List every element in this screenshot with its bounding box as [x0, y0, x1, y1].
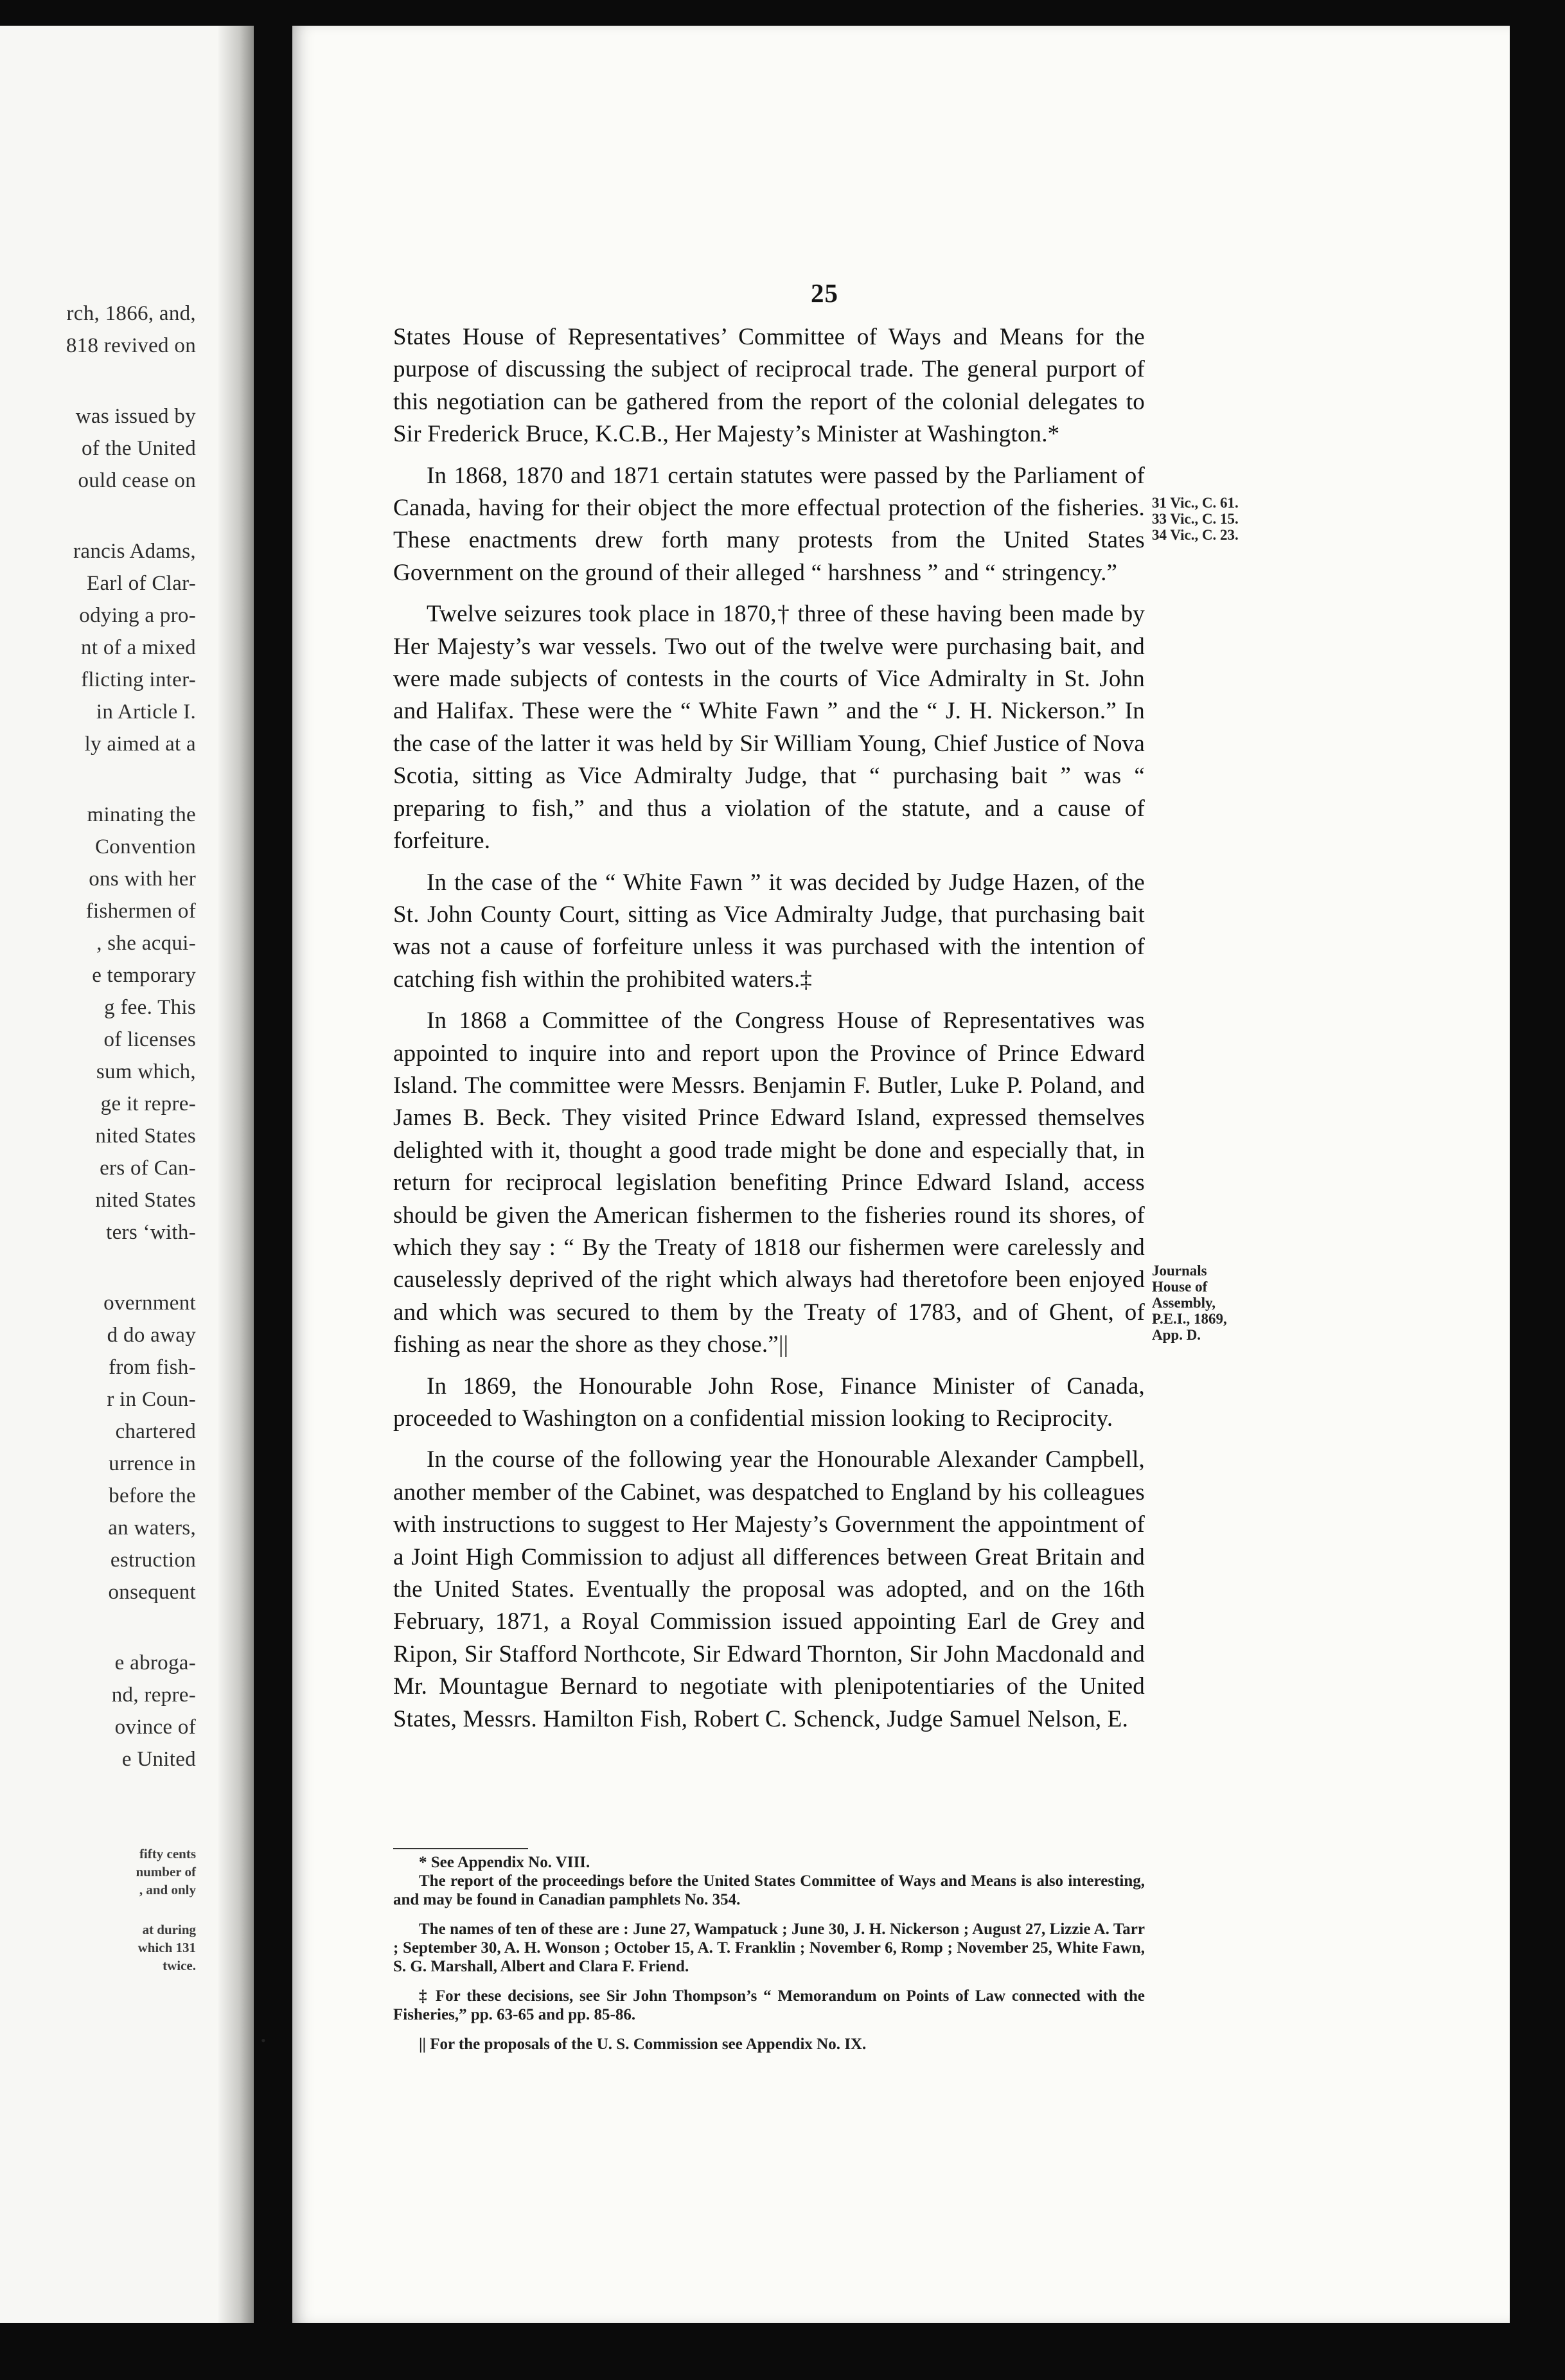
footnote: ‡ For these decisions, see Sir John Thompson’s “ Memorandum on Points of Law connected with the Fisheries,” pp. 63-65 and pp. 85-86.: [393, 1987, 1145, 2023]
left-page-line: ons with her: [89, 867, 196, 891]
left-page-line: nited States: [95, 1124, 196, 1148]
margin-note-line: App. D.: [1152, 1327, 1201, 1343]
body-paragraph: In the course of the following year the Honourable Alexander Campbell, another member of the Cabinet, was despatched to England by his colleagues with instructions to suggest to Her Majesty’s Government the appointment of a Joint High Commission to adjust all differences between Great Britain and the United States. Eventually the proposal was adopted, and on the 16th February, 1871, a Royal Commission issued appointing Earl de Grey and Ripon, Sir Stafford Northcote, Sir Edward Thornton, Sir John Macdonald and Mr. Mountague Bernard to negotiate with plenipotentiaries of the United States, Messrs. Hamilton Fish, Robert C. Schenck, Judge Samuel Nelson, E.: [393, 1446, 1145, 1732]
left-page-line: Earl of Clar-: [87, 572, 196, 595]
left-page-line: ers of Can-: [100, 1157, 196, 1180]
left-page-line: r in Coun-: [107, 1388, 196, 1411]
margin-note: [1152, 1263, 1300, 1343]
margin-note-line: 34 Vic., C. 23.: [1152, 527, 1239, 543]
left-facing-page: [0, 26, 254, 2323]
left-page-line: was issued by: [75, 405, 196, 428]
footnote: || For the proposals of the U. S. Commission see Appendix No. IX.: [419, 2036, 867, 2053]
left-page-footnote-line: , and only: [139, 1882, 196, 1897]
left-page-line: nited States: [95, 1189, 196, 1212]
left-page-line: an waters,: [108, 1516, 196, 1540]
footnotes: [393, 1853, 1145, 2065]
left-page-line: of the United: [81, 437, 196, 460]
left-page-line: odying a pro-: [79, 604, 196, 627]
left-page-line: chartered: [115, 1420, 196, 1443]
left-page-line: in Article I.: [96, 700, 196, 724]
margin-note-line: House of: [1152, 1279, 1208, 1295]
left-page-line: ly aimed at a: [84, 733, 196, 756]
body-paragraph: In 1869, the Honourable John Rose, Finance Minister of Canada, proceeded to Washington on a confidential mission looking to Reciprocity.: [393, 1372, 1145, 1432]
left-page-line: Convention: [95, 835, 196, 858]
left-page-footnote-line: at during: [142, 1922, 196, 1937]
stray-mark-icon: •: [261, 2032, 266, 2048]
left-page-line: nt of a mixed: [81, 636, 196, 659]
left-page-line: ters ‘with-: [106, 1221, 196, 1244]
left-page-line: estruction: [110, 1549, 196, 1572]
left-page-line: from fish-: [109, 1356, 196, 1379]
left-page-line: flicting inter-: [81, 668, 196, 691]
footnote-rule: [393, 1848, 528, 1849]
left-page-line: fishermen of: [85, 900, 196, 923]
footnote: The names of ten of these are : June 27, Wampatuck ; June 30, J. H. Nickerson ; August 27, Lizzie A. Tarr ; September 30, A. H. Wonson ; October 15, A. T. Franklin ; November 6, Romp ; November 25, White Fawn, S. G. Marshall, Albert and Clara F. Friend.: [393, 1921, 1145, 1975]
left-page-line: overnment: [103, 1292, 196, 1315]
left-page-line: ovince of: [114, 1716, 196, 1739]
left-page-line: ge it repre-: [100, 1092, 196, 1115]
margin-note-line: 33 Vic., C. 15.: [1152, 511, 1239, 527]
left-page-line: rancis Adams,: [73, 540, 196, 563]
margin-note-line: Assembly,: [1152, 1295, 1216, 1311]
margin-note-line: P.E.I., 1869,: [1152, 1311, 1227, 1327]
left-page-footnote-line: fifty cents: [139, 1846, 196, 1861]
left-page-line: e abroga-: [114, 1651, 196, 1674]
page-number: 25: [811, 278, 838, 308]
footnote: The report of the proceedings before the United States Committee of Ways and Means is also interesting, and may be found in Canadian pamphlets No. 354.: [393, 1872, 1145, 1908]
body-paragraph: In the case of the “ White Fawn ” it was decided by Judge Hazen, of the St. John County Court, sitting as Vice Admiralty Judge, that purchasing bait was not a cause of forfeiture unless it was purchased with the intention of catching fish within the prohibited waters.‡: [393, 869, 1145, 993]
left-page-line: of licenses: [103, 1028, 196, 1051]
left-page-line: e temporary: [92, 964, 196, 987]
left-page-line: d do away: [107, 1324, 196, 1347]
left-page-line: sum which,: [96, 1060, 196, 1083]
left-page-line: minating the: [87, 803, 196, 826]
left-page-footnote-line: number of: [136, 1864, 196, 1879]
left-page-line: 818 revived on: [66, 334, 196, 357]
left-page-line: g fee. This: [104, 996, 196, 1019]
left-page-line: , she acqui-: [96, 932, 196, 955]
left-page-footnote-line: which 131: [137, 1940, 196, 1955]
left-page-line: ould cease on: [78, 469, 196, 492]
body-paragraph: Twelve seizures took place in 1870,† three of these having been made by Her Majesty’s war vessels. Two out of the twelve were purchasing bait, and were made subjects of contests in the courts of Vice Admiralty in St. John and Halifax. These were the “ White Fawn ” and the “ J. H. Nickerson.” In the case of the latter it was held by Sir William Young, Chief Justice of Nova Scotia, sitting as Vice Admiralty Judge, that “ purchasing bait ” was “ preparing to fish,” and thus a violation of the statute, and a cause of forfeiture.: [393, 601, 1145, 855]
left-page-footnote-line: twice.: [163, 1958, 196, 1973]
margin-note: [1152, 495, 1300, 543]
left-page-line: nd, repre-: [111, 1683, 196, 1707]
page-fold-shadow: [218, 26, 254, 2323]
body-text: [393, 321, 1145, 1745]
margin-note-line: 31 Vic., C. 61.: [1152, 495, 1239, 511]
left-page-line: e United: [121, 1748, 196, 1771]
body-paragraph: States House of Representatives’ Committee of Ways and Means for the purpose of discussing the subject of reciprocal trade. The general purport of this negotiation can be gathered from the report of the colonial delegates to Sir Frederick Bruce, K.C.B., Her Majesty’s Minister at Washington.*: [393, 324, 1145, 448]
left-page-line: urrence in: [109, 1452, 196, 1475]
body-paragraph: In 1868 a Committee of the Congress House of Representatives was appointed to inquire into and report upon the Province of Prince Edward Island. The committee were Messrs. Benjamin F. Butler, Luke P. Poland, and James B. Beck. They visited Prince Edward Island, expressed themselves delighted with it, thought a good trade might be done and especially that, in return for reciprocal legislation benefiting Prince Edward Island, access should be given the American fishermen to the fisheries round its shores, of which they say : “ By the Treaty of 1818 our fishermen were carelessly and causelessly deprived of the right which always had theretofore been enjoyed and which was secured to them by the Treaty of 1783, and of Ghent, of fishing as near the shore as they chose.”||: [393, 1008, 1145, 1358]
left-page-line: rch, 1866, and,: [66, 302, 196, 325]
body-paragraph: In 1868, 1870 and 1871 certain statutes were passed by the Parliament of Canada, having for their object the more effectual protection of the fisheries. These enactments drew forth many protests from the United States Government on the ground of their alleged “ harshness ” and “ stringency.”: [393, 462, 1145, 586]
margin-note-line: Journals: [1152, 1263, 1207, 1279]
footnote: * See Appendix No. VIII.: [419, 1854, 590, 1871]
left-page-line: before the: [109, 1484, 196, 1507]
left-page-line: onsequent: [108, 1581, 196, 1604]
